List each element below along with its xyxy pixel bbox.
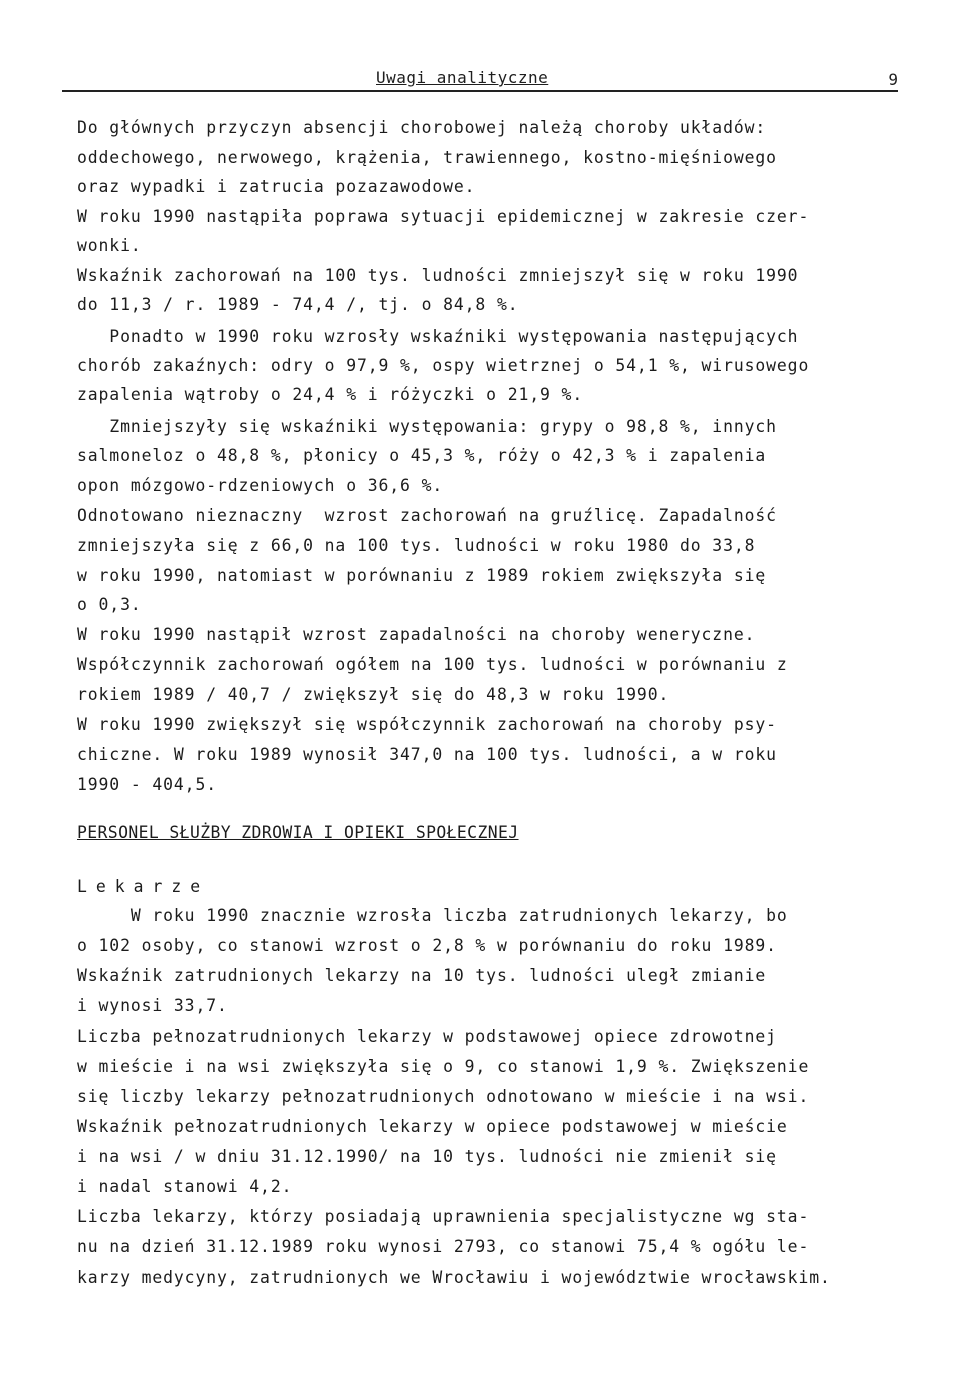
text-line: o 102 osoby, co stanowi wzrost o 2,8 % w porównaniu do roku 1989.: [77, 936, 777, 955]
text-line: do 11,3 / r. 1989 - 74,4 /, tj. o 84,8 %.: [77, 295, 519, 314]
text-line: Liczba pełnozatrudnionych lekarzy w podstawowej opiece zdrowotnej: [77, 1027, 777, 1046]
text-line: W roku 1990 znacznie wzrosła liczba zatrudnionych lekarzy, bo: [77, 906, 788, 925]
text-line: chiczne. W roku 1989 wynosił 347,0 na 100 tys. ludności, a w roku: [77, 745, 777, 764]
text-line: Odnotowano nieznaczny wzrost zachorowań na gruźlicę. Zapadalność: [77, 506, 777, 525]
text-line: w roku 1990, natomiast w porównaniu z 1989 rokiem zwiększyła się: [77, 566, 767, 585]
text-line: i na wsi / w dniu 31.12.1990/ na 10 tys. ludności nie zmienił się: [77, 1147, 777, 1166]
section-heading: PERSONEL SŁUŻBY ZDROWIA I OPIEKI SPOŁECZNEJ: [77, 823, 519, 842]
text-line: oddechowego, nerwowego, krążenia, trawiennego, kostno-mięśniowego: [77, 148, 777, 167]
text-line: Wskaźnik zachorowań na 100 tys. ludności zmniejszył się w roku 1990: [77, 266, 799, 285]
text-line: Współczynnik zachorowań ogółem na 100 tys. ludności w porównaniu z: [77, 655, 788, 674]
header-title: Uwagi analityczne: [376, 68, 549, 87]
text-line: Wskaźnik zatrudnionych lekarzy na 10 tys. ludności uległ zmianie: [77, 966, 767, 985]
text-line: Zmniejszyły się wskaźniki występowania: grypy o 98,8 %, innych: [77, 417, 777, 436]
text-line: Wskaźnik pełnozatrudnionych lekarzy w opiece podstawowej w mieście: [77, 1117, 788, 1136]
text-line: 1990 - 404,5.: [77, 775, 217, 794]
text-line: rokiem 1989 / 40,7 / zwiększył się do 48,3 w roku 1990.: [77, 685, 670, 704]
text-line: Liczba lekarzy, którzy posiadają uprawnienia specjalistyczne wg sta-: [77, 1207, 810, 1226]
text-line: chorób zakaźnych: odry o 97,9 %, ospy wietrznej o 54,1 %, wirusowego: [77, 356, 810, 375]
subheading-lekarze: Lekarze: [77, 877, 210, 896]
text-line: zapalenia wątroby o 24,4 % i różyczki o 21,9 %.: [77, 385, 584, 404]
page-number: 9: [888, 70, 898, 89]
text-line: karzy medycyny, zatrudnionych we Wrocławiu i województwie wrocławskim.: [77, 1268, 831, 1287]
text-line: i wynosi 33,7.: [77, 996, 228, 1015]
text-line: opon mózgowo-rdzeniowych o 36,6 %.: [77, 476, 444, 495]
text-line: oraz wypadki i zatrucia pozazawodowe.: [77, 177, 476, 196]
text-line: zmniejszyła się z 66,0 na 100 tys. ludności w roku 1980 do 33,8: [77, 536, 756, 555]
text-line: salmoneloz o 48,8 %, płonicy o 45,3 %, róży o 42,3 % i zapalenia: [77, 446, 767, 465]
text-line: W roku 1990 nastąpił wzrost zapadalności na choroby weneryczne.: [77, 625, 756, 644]
text-line: wonki.: [77, 236, 142, 255]
text-line: W roku 1990 zwiększył się współczynnik zachorowań na choroby psy-: [77, 715, 777, 734]
text-line: w mieście i na wsi zwiększyła się o 9, co stanowi 1,9 %. Zwiększenie: [77, 1057, 810, 1076]
text-line: Ponadto w 1990 roku wzrosły wskaźniki występowania następujących: [77, 327, 799, 346]
text-line: i nadal stanowi 4,2.: [77, 1177, 293, 1196]
header-rule: [62, 90, 898, 92]
text-line: Do głównych przyczyn absencji chorobowej należą choroby układów:: [77, 118, 767, 137]
text-line: nu na dzień 31.12.1989 roku wynosi 2793, co stanowi 75,4 % ogółu le-: [77, 1237, 810, 1256]
text-line: W roku 1990 nastąpiła poprawa sytuacji epidemicznej w zakresie czer-: [77, 207, 810, 226]
page-header: [62, 68, 898, 94]
text-line: się liczby lekarzy pełnozatrudnionych odnotowano w mieście i na wsi.: [77, 1087, 810, 1106]
text-line: o 0,3.: [77, 595, 142, 614]
